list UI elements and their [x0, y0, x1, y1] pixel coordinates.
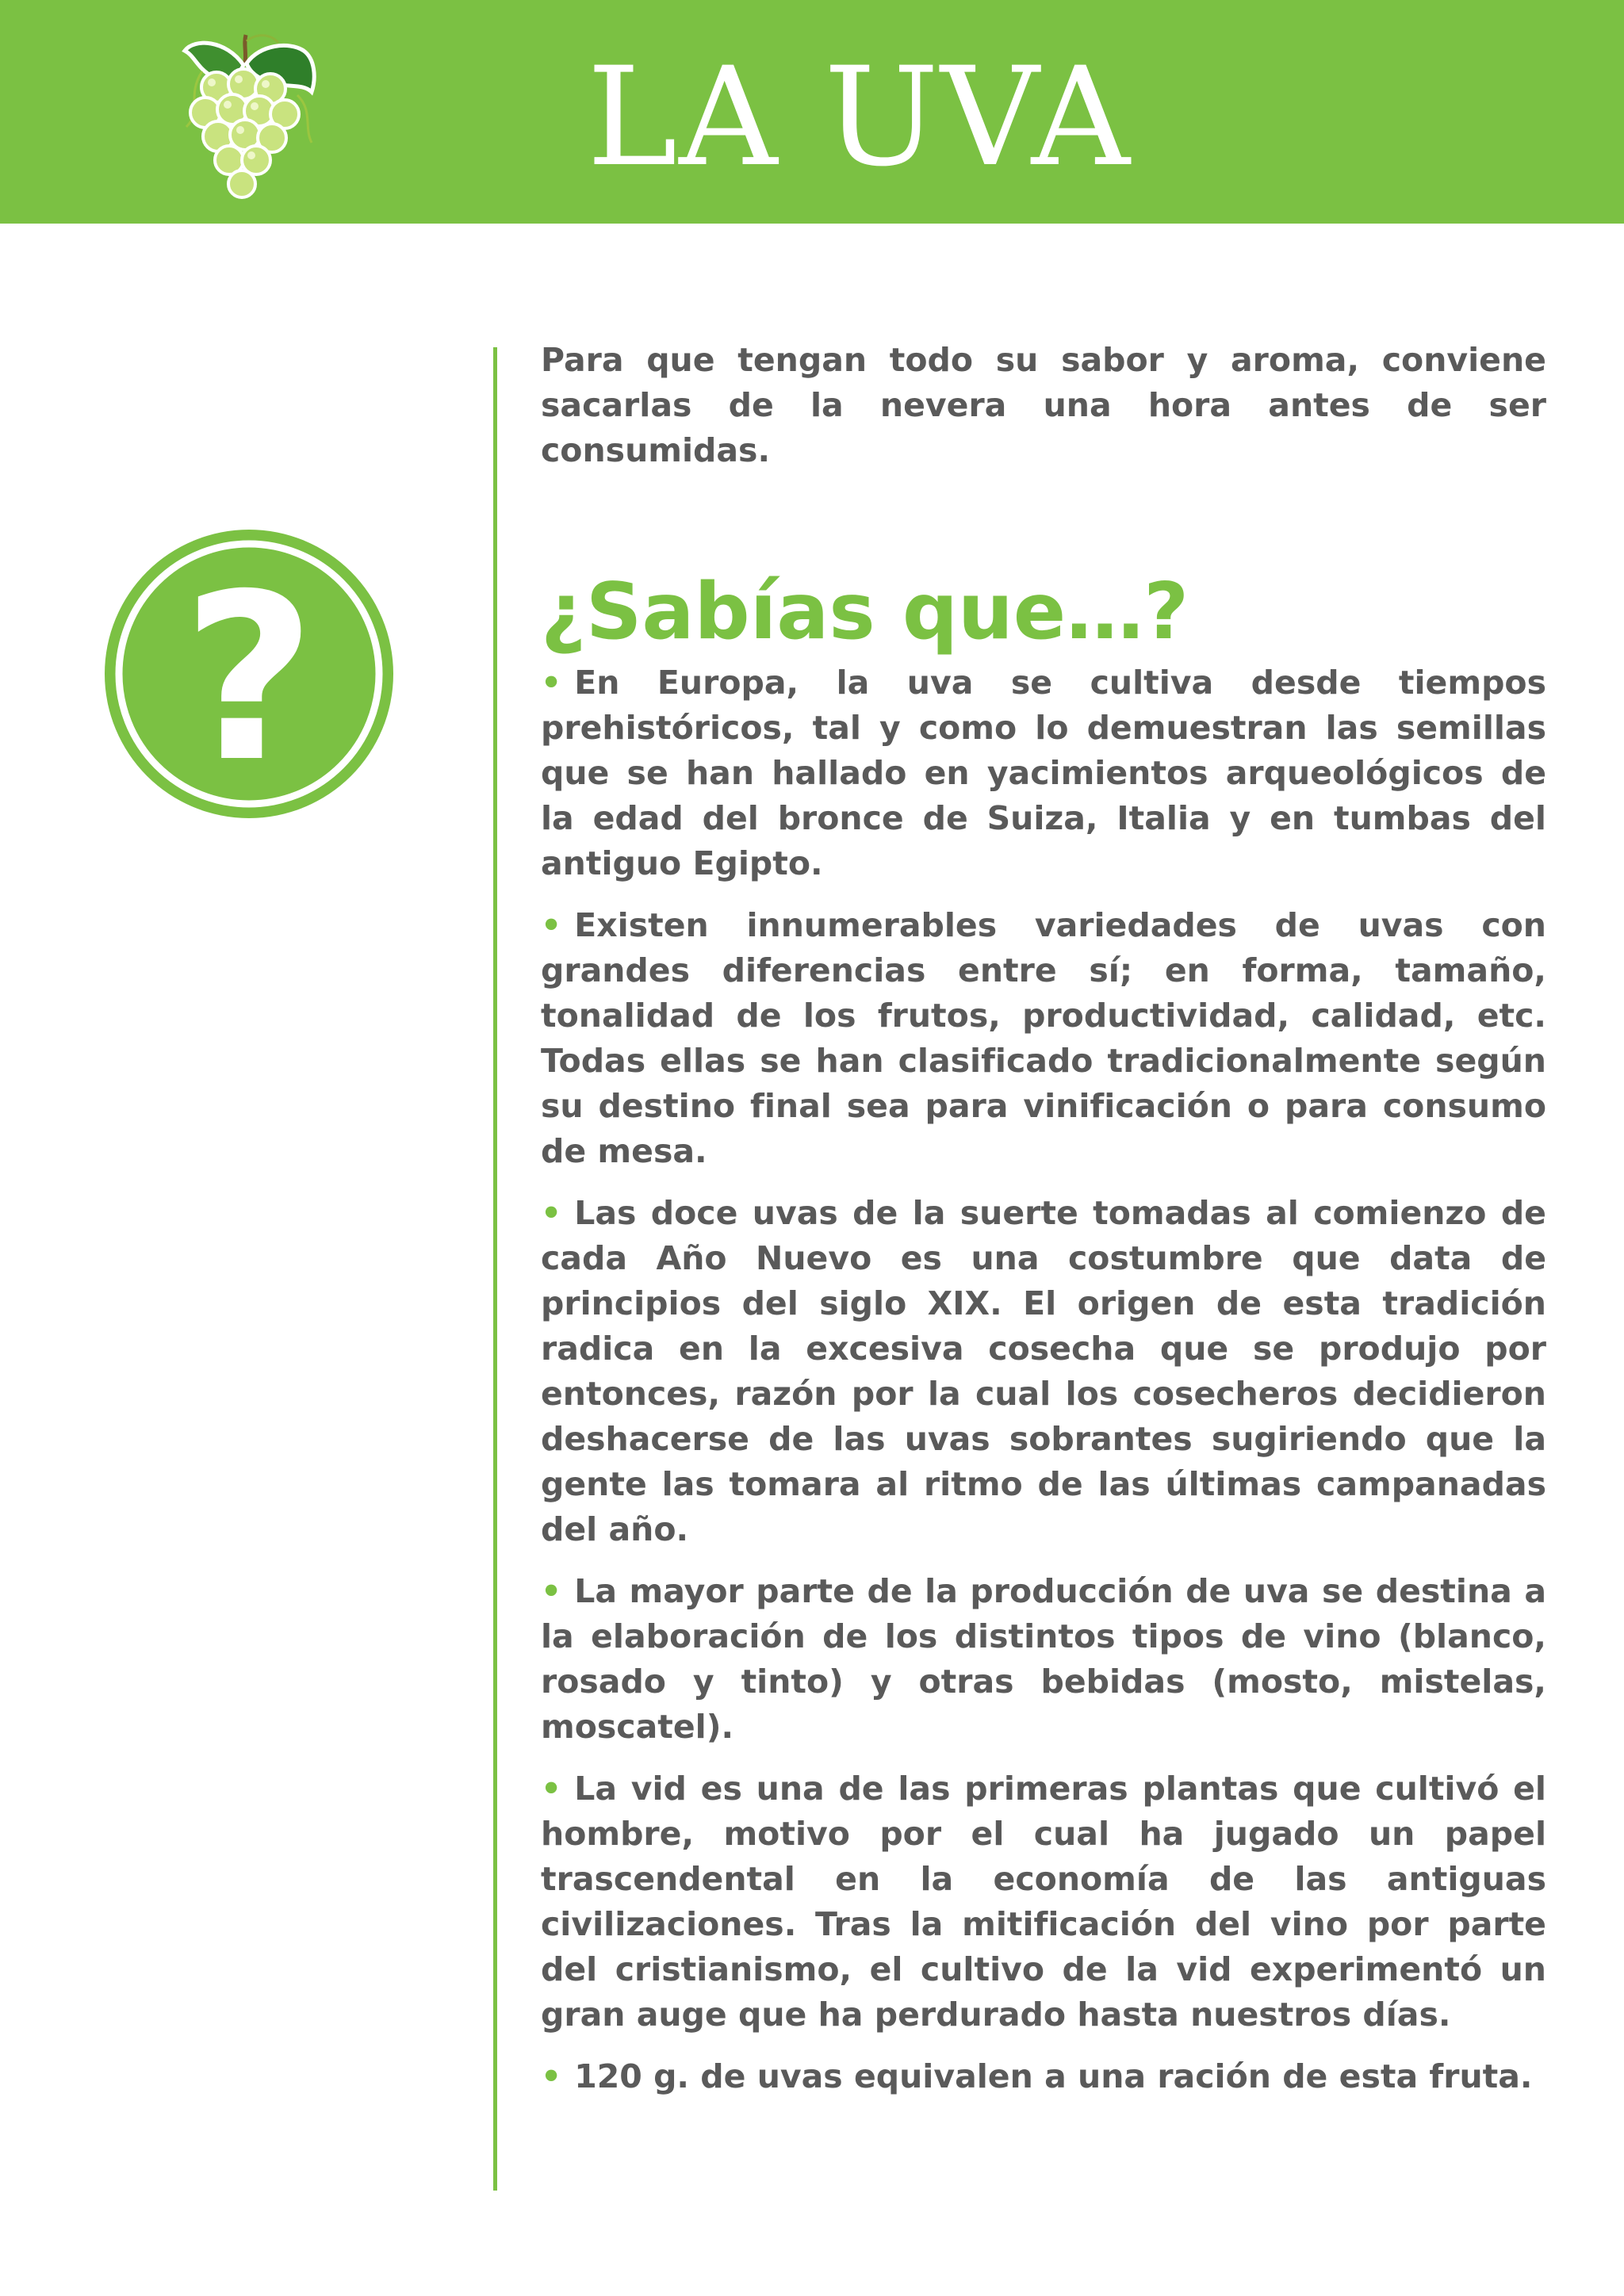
facts-list — [541, 660, 1546, 2099]
fact-text: 120 g. de uvas equivalen a una ración de esta fruta. — [574, 2057, 1533, 2095]
bullet-icon: • — [541, 1770, 562, 1808]
list-item — [541, 1766, 1546, 2038]
bullet-icon: • — [541, 1572, 562, 1610]
bullet-icon: • — [541, 906, 562, 944]
fact-text: La mayor parte de la producción de uva se destina a la elaboración de los distintos tipos de vino (blanco, rosado y tinto) y otras bebidas (mosto, mistelas, moscatel). — [541, 1572, 1546, 1746]
fact-text: Existen innumerables variedades de uvas con grandes diferencias entre sí; en forma, tamaño, tonalidad de los frutos, productividad, calidad, etc. Todas ellas se han clasificado tradicionalmente según su destino final sea para vinificación o para consumo de mesa. — [541, 906, 1546, 1170]
main-content — [541, 338, 1546, 2116]
header-banner — [0, 0, 1624, 224]
bullet-icon: • — [541, 664, 562, 702]
list-item — [541, 903, 1546, 1174]
page-title: LA UVA — [587, 37, 1132, 197]
question-mark-icon — [102, 526, 396, 821]
grape-bunch-icon — [170, 24, 321, 206]
list-item — [541, 1569, 1546, 1750]
fact-text: Las doce uvas de la suerte tomadas al comienzo de cada Año Nuevo es una costumbre que data de principios del siglo XIX. El origen de esta tradición radica en la excesiva cosecha que se produjo por entonces, razón por la cual los cosecheros decidieron deshacerse de las uvas sobrantes sugiriendo que la gente las tomara al ritmo de las últimas campanadas del año. — [541, 1194, 1546, 1548]
intro-paragraph: Para que tengan todo su sabor y aroma, conviene sacarlas de la nevera una hora antes de ser consumidas. — [541, 341, 1546, 469]
vertical-divider — [493, 347, 497, 2191]
bullet-icon: • — [541, 2057, 562, 2095]
fact-text: La vid es una de las primeras plantas que cultivó el hombre, motivo por el cual ha jugado un papel trascendental en la economía de las antiguas civilizaciones. Tras la mitificación del vino por parte del cristianismo, el cultivo de la vid experimentó un gran auge que ha perdurado hasta nuestros días. — [541, 1770, 1546, 2034]
list-item — [541, 1191, 1546, 1552]
section-title: ¿Sabías que…? — [541, 567, 1189, 657]
list-item — [541, 2054, 1546, 2099]
svg-text:?: ? — [182, 545, 316, 813]
list-item — [541, 660, 1546, 886]
bullet-icon: • — [541, 1194, 562, 1232]
fact-text: En Europa, la uva se cultiva desde tiempos prehistóricos, tal y como lo demuestran las semillas que se han hallado en yacimientos arqueológicos de la edad del bronce de Suiza, Italia y en tumbas del antiguo Egipto. — [541, 664, 1546, 882]
